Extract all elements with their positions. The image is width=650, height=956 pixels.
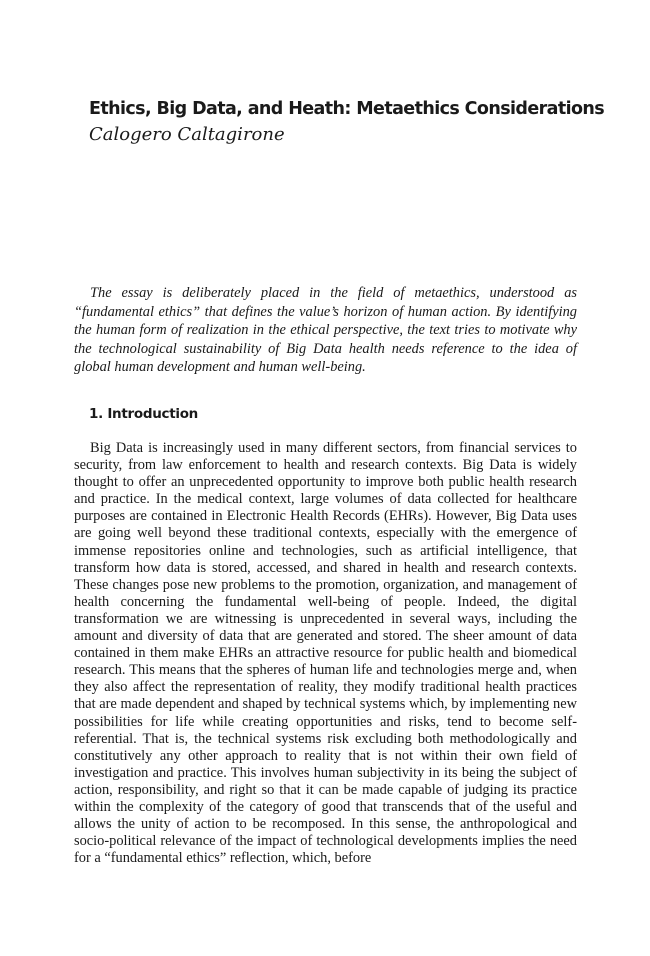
introduction-paragraph: Big Data is increasingly used in many different sectors, from financial services to security, from law enforcement to health and research contexts. Big Data is widely thought to offer an unprecedented opportunity to improve both public health research and practice. In the medical context, large volumes of data collected for healthcare purposes are contained in Electronic Health Records (EHRs). However, Big Data uses are going well beyond these traditional contexts, especially with the emergence of immense repositories online and technologies, such as artificial intelligence, that transform how data is stored, accessed, and shared in health and research contexts. These changes pose new problems to the promotion, organization, and management of health concerning the fundamental well-being of people. Indeed, the digital transformation we are witnessing is unprecedented in several ways, including the amount and diversity of data that are generated and stored. The sheer amount of data contained in them make EHRs an attractive resource for public health and biomedical research. This means that the spheres of human life and technologies merge and, when they also affect the representation of reality, they modify traditional health practices that are made dependent and shaped by technical systems which, by implementing new possibilities for life while creating opportunities and risks, tend to become self-referential. That is, the technical systems risk excluding both methodologically and constitutively any other approach to reality that is not within their own field of investigation and practice. This involves human subjectivity in its being the subject of action, responsibility, and right so that it can be made capable of judging its practice within the complexity of the category of good that transcends that of the useful and allows the unity of action to be recomposed. In this sense, the anthropological and socio-political relevance of the impact of technological developments implies the need for a “fundamental ethics” reflection, which, before [74,440,577,867]
section-heading-introduction: 1. Introduction [89,406,198,422]
author-name: Calogero Caltagirone [89,124,285,145]
article-title: Ethics, Big Data, and Heath: Metaethics Considerations [89,99,605,119]
abstract-paragraph: The essay is deliberately placed in the field of metaethics, understood as “fundamental ethics” that defines the value’s horizon of human action. By identifying the human form of realization in the ethical perspective, the text tries to motivate why the technological sustainability of Big Data health needs reference to the idea of global human development and human well-being. [74,285,577,376]
